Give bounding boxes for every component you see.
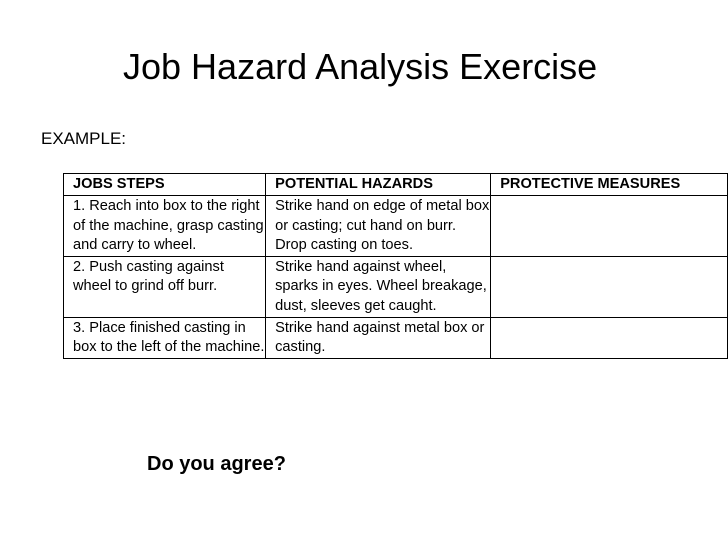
hazard-cell: Strike hand against metal box or casting. <box>266 317 491 358</box>
job-step-cell: 1. Reach into box to the right of the machine, grasp casting and carry to wheel. <box>64 196 266 257</box>
protective-measure-cell <box>491 256 728 317</box>
hazard-cell: Strike hand on edge of metal box or casting; cut hand on burr. Drop casting on toes. <box>266 196 491 257</box>
protective-measure-cell <box>491 196 728 257</box>
header-protective-measures: PROTECTIVE MEASURES <box>491 174 728 196</box>
hazard-cell: Strike hand against wheel, sparks in eyes. Wheel breakage, dust, sleeves get caught. <box>266 256 491 317</box>
table-row <box>64 196 728 257</box>
job-step-cell: 2. Push casting against wheel to grind off burr. <box>64 256 266 317</box>
table-row <box>64 317 728 358</box>
header-potential-hazards: POTENTIAL HAZARDS <box>266 174 491 196</box>
discussion-question: Do you agree? <box>147 453 286 475</box>
example-label: EXAMPLE: <box>41 129 127 148</box>
job-hazard-table <box>63 173 728 359</box>
table-header-row <box>64 174 728 196</box>
header-job-steps: JOBS STEPS <box>64 174 266 196</box>
page-title: Job Hazard Analysis Exercise <box>123 46 598 87</box>
table-row <box>64 256 728 317</box>
job-step-cell: 3. Place finished casting in box to the left of the machine. <box>64 317 266 358</box>
protective-measure-cell <box>491 317 728 358</box>
